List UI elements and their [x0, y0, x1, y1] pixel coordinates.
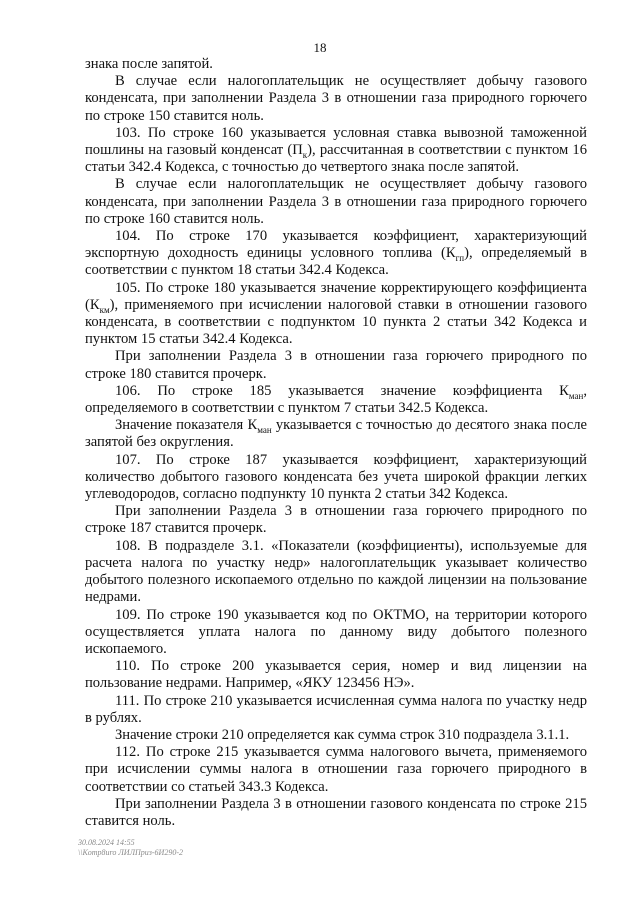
paragraph: 110. По строке 200 указывается серия, номер и вид лицензии на пользование недрами. Например, «ЯКУ 123456 НЭ».: [85, 658, 587, 692]
paragraph: 106. По строке 185 указывается значение коэффициента $К_{ман}$, определяемого в соответствии с пунктом 7 статьи 342.5 Кодекса.: [85, 382, 587, 417]
paragraph: 108. В подразделе 3.1. «Показатели (коэффициенты), используемые для расчета налога по участку недр» налогоплательщик указывает количество добытого полезного ископаемого отдельно по каждой лицензии на пользование недрами.: [85, 537, 587, 606]
footer-timestamp: 30.08.2024 14:55: [78, 838, 135, 847]
paragraph: При заполнении Раздела 3 в отношении газа горючего природного по строке 187 ставится прочерк.: [85, 503, 587, 537]
paragraph: В случае если налогоплательщик не осуществляет добычу газового конденсата, при заполнении Раздела 3 в отношении газа природного горючего по строке 150 ставится ноль.: [85, 73, 587, 124]
paragraph: При заполнении Раздела 3 в отношении газового конденсата по строке 215 ставится ноль.: [85, 795, 587, 829]
paragraph: При заполнении Раздела 3 в отношении газа горючего природного по строке 180 ставится прочерк.: [85, 348, 587, 382]
paragraph: В случае если налогоплательщик не осуществляет добычу газового конденсата, при заполнении Раздела 3 в отношении газа природного горючего по строке 160 ставится ноль.: [85, 176, 587, 227]
document-footer-stamp: [78, 838, 183, 858]
paragraph: 112. По строке 215 указывается сумма налогового вычета, применяемого при исчислении суммы налога в отношении газа горючего природного в соответствии со статьей 343.3 Кодекса.: [85, 744, 587, 795]
document-body: [85, 56, 587, 830]
paragraph: 105. По строке 180 указывается значение корректирующего коэффициента $(К_{км})$, применяемого при исчислении налоговой ставки в отношении газового конденсата, в соответствии с подпунктом 10 пункта 2 статьи 342 Кодекса и пунктом 15 статьи 342.4 Кодекса.: [85, 279, 587, 348]
paragraph: знака после запятой.: [85, 56, 213, 72]
paragraph: 111. По строке 210 указывается исчисленная сумма налога по участку недр в рублях.: [85, 692, 587, 726]
paragraph: Значение строки 210 определяется как сумма строк 310 подраздела 3.1.1.: [115, 726, 570, 743]
page-number: 18: [313, 40, 327, 55]
paragraph: 107. По строке 187 указывается коэффициент, характеризующий количество добытого газового конденсата без учета широкой фракции легких углеводородов, согласно подпункту 10 пункта 2 статьи 342 Кодекса.: [85, 451, 587, 503]
footer-file-path: \\Komp8uro ЛИЛПриз-6И290-2: [78, 848, 183, 857]
paragraph: 103. По строке 160 указывается условная ставка вывозной таможенной пошлины на газовый конденсат $(П_к)$, рассчитанная в соответствии с пунктом 16 статьи 342.4 Кодекса, с точностью до четвертого знака после запятой.: [85, 124, 587, 176]
paragraph: Значение показателя $К_{ман}$ указывается с точностью до десятого знака после запятой без округления.: [85, 417, 587, 451]
paragraph: 109. По строке 190 указывается код по ОКТМО, на территории которого осуществляется уплата налога по данному виду добытого полезного ископаемого.: [85, 606, 587, 657]
paragraph: 104. По строке 170 указывается коэффициент, характеризующий экспортную доходность единицы условного топлива $(К_{гп})$, определяемый в соответствии с пунктом 18 статьи 342.4 Кодекса.: [85, 228, 587, 279]
